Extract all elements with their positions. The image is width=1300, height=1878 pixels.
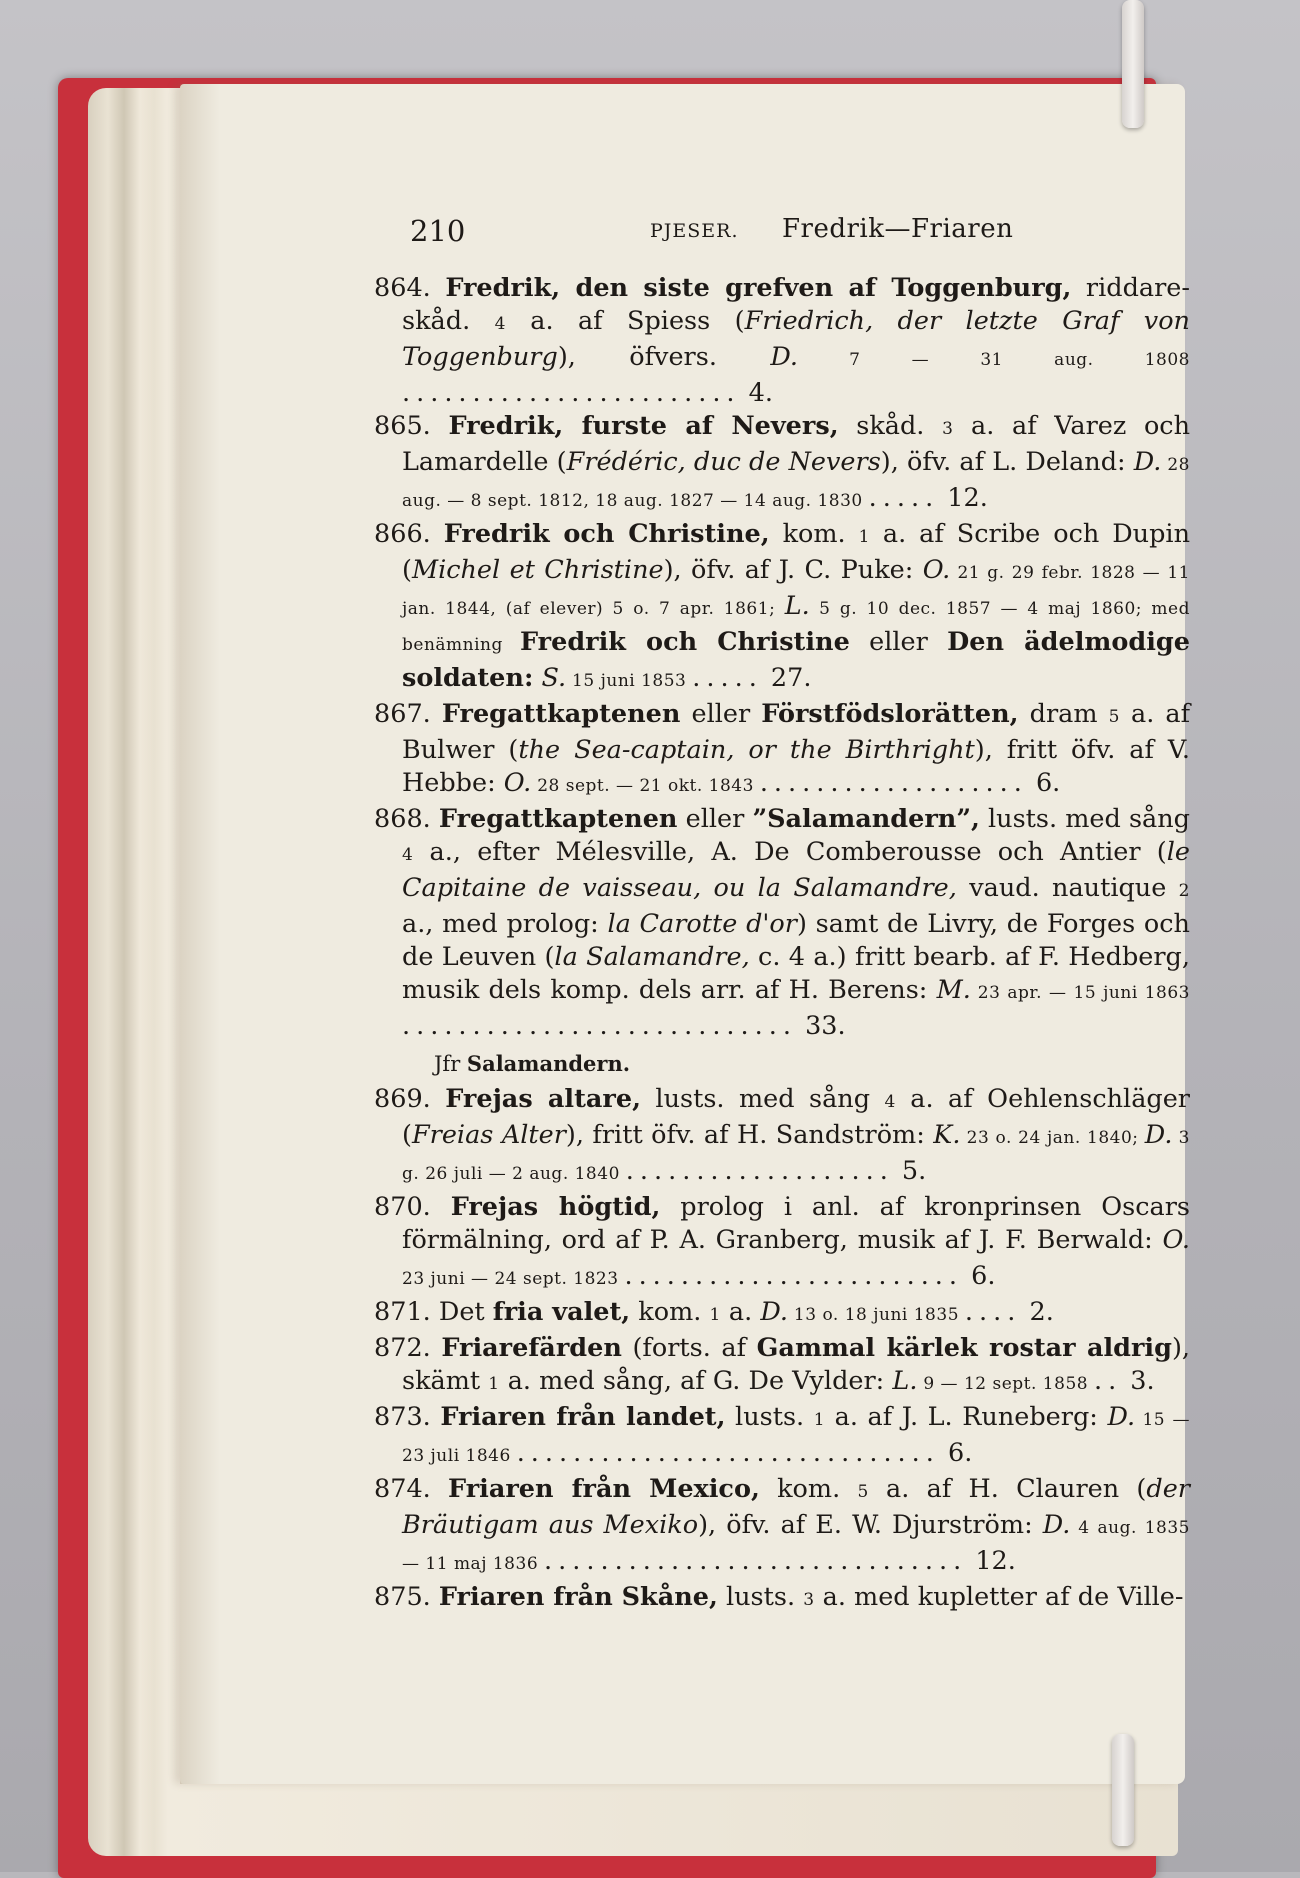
entry-871: 871. Det fria valet, kom. 1 a. D. 13 o. 18 juni 1835 .... 2. — [374, 1297, 1054, 1327]
entry-range: Fredrik—Friaren — [782, 214, 1014, 244]
cross-reference-link: Salamandern. — [466, 1051, 631, 1076]
entry-873: 873. Friaren från landet, lusts. 1 a. af J. L. Runeberg: D. 15 — 23 juli 1846 .............................. 6. — [374, 1402, 1190, 1468]
entry-872: 872. Friarefärden (forts. af Gammal kärlek rostar aldrig), skämt 1 a. med sång, af G. De Vylder: L. 9 — 12 sept. 1858 .. 3. — [374, 1333, 1190, 1396]
cross-reference: Jfr Salamandern. — [434, 1051, 631, 1076]
entry-title: Friarefärden — [441, 1333, 622, 1363]
section-label: PJESER. — [650, 220, 739, 242]
page-gutter — [180, 84, 220, 1784]
entry-869: 869. Frejas altare, lusts. med sång 4 a. af Oehlenschläger (Freias Alter), fritt öfv. af H. Sandström: K. 23 o. 24 jan. 1840; D. 3 g. 26 juli — 2 aug. 1840 ................... 5. — [374, 1084, 1191, 1186]
entry-title: Fredrik och Christine, — [443, 519, 770, 549]
entry-title: fria valet, — [492, 1297, 631, 1327]
entry-title: Frejas högtid, — [450, 1192, 661, 1222]
entry-title: Fredrik, den siste grefven af Toggenburg, — [445, 273, 1072, 303]
entry-865: 865. Fredrik, furste af Nevers, skåd. 3 a. af Varez och Lamardelle (Frédéric, duc de Nevers), öfv. af L. Deland: D. 28 aug. — 8 sept. 1812, 18 aug. 1827 — 14 aug. 1830 ..... 12. — [374, 411, 1191, 513]
entry-864: 864. Fredrik, den siste grefven af Toggenburg, riddare-skåd. 4 a. af Spiess (Friedrich, der letzte Graf von Toggenburg), öfvers. D. 7 — 31 aug. 1808 ........................ 4. — [374, 273, 1191, 408]
entry-title: Friaren från landet, — [440, 1402, 726, 1432]
entry-title: Fregattkaptenen — [441, 699, 681, 729]
entry-title: Frejas altare, — [445, 1084, 641, 1114]
entry-866: 866. Fredrik och Christine, kom. 1 a. af Scribe och Dupin (Michel et Christine), öfv. af J. C. Puke: O. 21 g. 29 febr. 1828 — 11 jan. 1844, (af elever) 5 o. 7 apr. 1861; L. 5 g. 10 dec. 1857 — 4 maj 1860; med benämning Fredrik och Christine eller Den ädelmodige soldaten: S. 15 juni 1853 ..... 27. — [374, 519, 1190, 693]
entry-874: 874. Friaren från Mexico, kom. 5 a. af H. Clauren (der Bräutigam aus Mexiko), öfv. af E. W. Djurström: D. 4 aug. 1835 — 11 maj 1836 .............................. 12. — [374, 1474, 1190, 1576]
entry-875: 875. Friaren från Skåne, lusts. 3 a. med kupletter af de Ville- — [374, 1582, 1184, 1612]
page-clip-top — [1122, 0, 1144, 128]
page-number: 210 — [410, 214, 466, 248]
page-clip-bottom — [1112, 1734, 1134, 1846]
entry-title: Friaren från Mexico, — [448, 1474, 760, 1504]
entry-list — [374, 272, 1190, 1617]
entry-868: 868. Fregattkaptenen eller ”Salamandern”, lusts. med sång 4 a., efter Mélesville, A. De Comberousse och Antier (le Capitaine de vaisseau, ou la Salamandre, vaud. nautique 2 a., med prolog: la Carotte d'or) samt de Livry, de Forges och de Leuven (la Salamandre, c. 4 a.) fritt bearb. af F. Hedberg, musik dels komp. dels arr. af H. Berens: M. 23 apr. — 15 juni 1863 ............................ 33. — [374, 804, 1190, 1041]
entry-title: Fredrik, furste af Nevers, — [448, 411, 839, 441]
entry-870: 870. Frejas högtid, prolog i anl. af kronprinsen Oscars förmälning, ord af P. A. Granberg, musik af J. F. Berwald: O. 23 juni — 24 sept. 1823 ........................ 6. — [374, 1192, 1190, 1291]
entry-title: Fregattkaptenen — [438, 804, 678, 834]
running-head — [410, 214, 1170, 254]
entry-title: Friaren från Skåne, — [438, 1582, 718, 1612]
entry-867: 867. Fregattkaptenen eller Förstfödslorätten, dram 5 a. af Bulwer (the Sea-captain, or the Birthright), fritt öfv. af V. Hebbe: O. 28 sept. — 21 okt. 1843 ................... 6. — [374, 699, 1191, 798]
